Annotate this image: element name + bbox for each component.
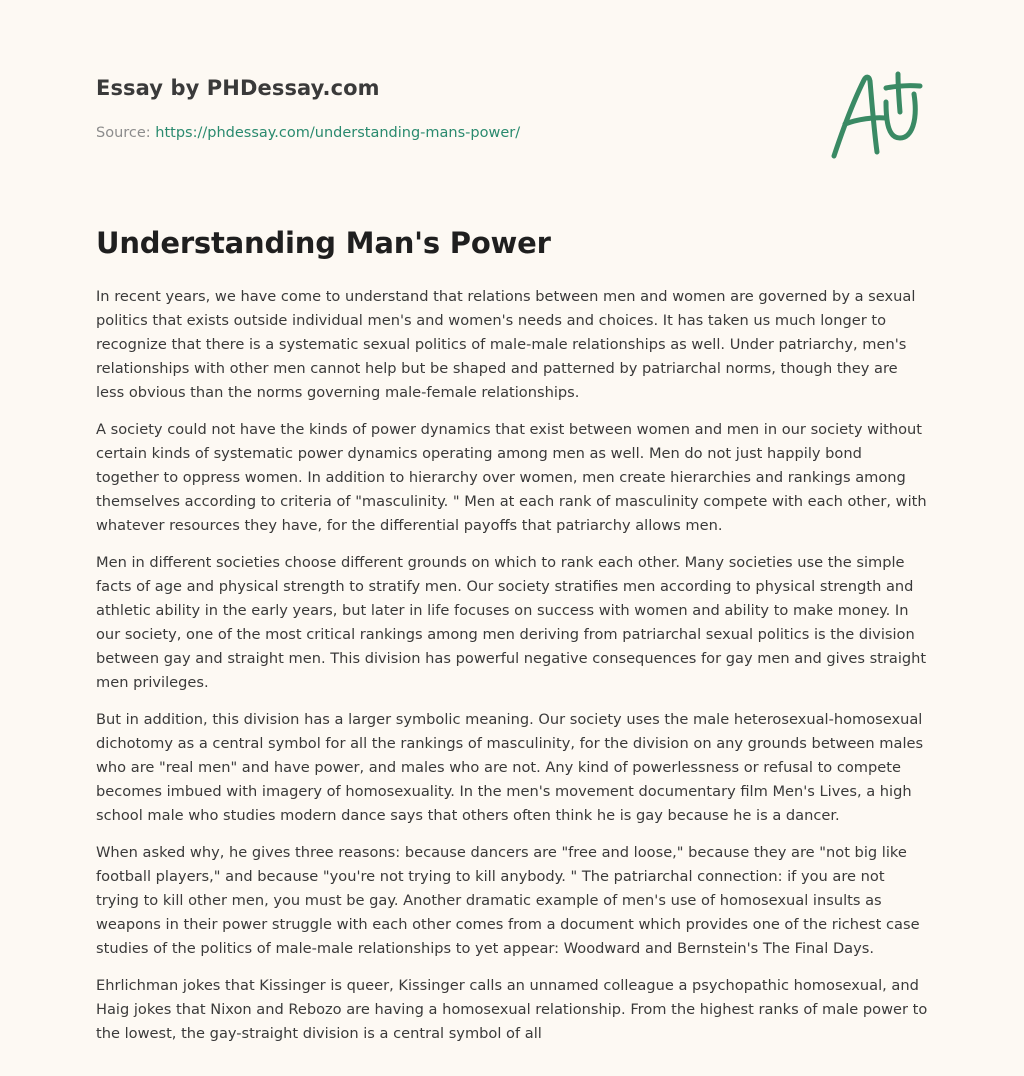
header	[96, 76, 928, 176]
paragraph: A society could not have the kinds of power dynamics that exist between women and men in our society without certain kinds of systematic power dynamics operating among men as well. Men do not just happily bond together to oppress women. In addition to hierarchy over women, men create hierarchies and rankings among themselves according to criteria of "masculinity. " Men at each rank of masculinity compete with each other, with whatever resources they have, for the differential payoffs that patriarchy allows men.	[96, 421, 927, 534]
paragraph: But in addition, this division has a larger symbolic meaning. Our society uses the male heterosexual-homosexual dichotomy as a central symbol for all the rankings of masculinity, for the division on any grounds between males who are "real men" and have power, and males who are not. Any kind of powerlessness or refusal to compete becomes imbued with imagery of homosexuality. In the men's movement documentary film Men's Lives, a high school male who studies modern dance says that others often think he is gay because he is a dancer.	[96, 711, 924, 824]
a-plus-logo-icon	[828, 68, 928, 164]
paragraph: Ehrlichman jokes that Kissinger is queer, Kissinger calls an unnamed colleague a psychopathic homosexual, and Haig jokes that Nixon and Rebozo are having a homosexual relationship. From the highest ranks of male power to the lowest, the gay-straight division is a central symbol of all	[96, 977, 928, 1042]
essay-body	[96, 285, 928, 1059]
source-link[interactable]: https://phdessay.com/understanding-mans-power/	[155, 125, 521, 141]
paragraph: Men in different societies choose different grounds on which to rank each other. Many societies use the simple facts of age and physical strength to stratify men. Our society stratifies men according to physical strength and athletic ability in the early years, but later in life focuses on success with women and ability to make money. In our society, one of the most critical rankings among men deriving from patriarchal sexual politics is the division between gay and straight men. This division has powerful negative consequences for gay men and gives straight men privileges.	[96, 554, 927, 691]
source-label: Source:	[96, 125, 156, 141]
essay-title: Understanding Man's Power	[96, 226, 551, 260]
paragraph: When asked why, he gives three reasons: because dancers are "free and loose," because they are "not big like football players," and because "you're not trying to kill anybody. " The patriarchal connection: if you are not trying to kill other men, you must be gay. Another dramatic example of men's use of homosexual insults as weapons in their power struggle with each other comes from a document which provides one of the richest case studies of the politics of male-male relationships to yet appear: Woodward and Bernstein's The Final Days.	[96, 844, 920, 957]
site-title: Essay by PHDessay.com	[96, 76, 380, 100]
paragraph: In recent years, we have come to understand that relations between men and women are governed by a sexual politics that exists outside individual men's and women's needs and choices. It has taken us much longer to recognize that there is a systematic sexual politics of male-male relationships as well. Under patriarchy, men's relationships with other men cannot help but be shaped and patterned by patriarchal norms, though they are less obvious than the norms governing male-female relationships.	[96, 288, 916, 401]
source-line	[96, 125, 520, 141]
